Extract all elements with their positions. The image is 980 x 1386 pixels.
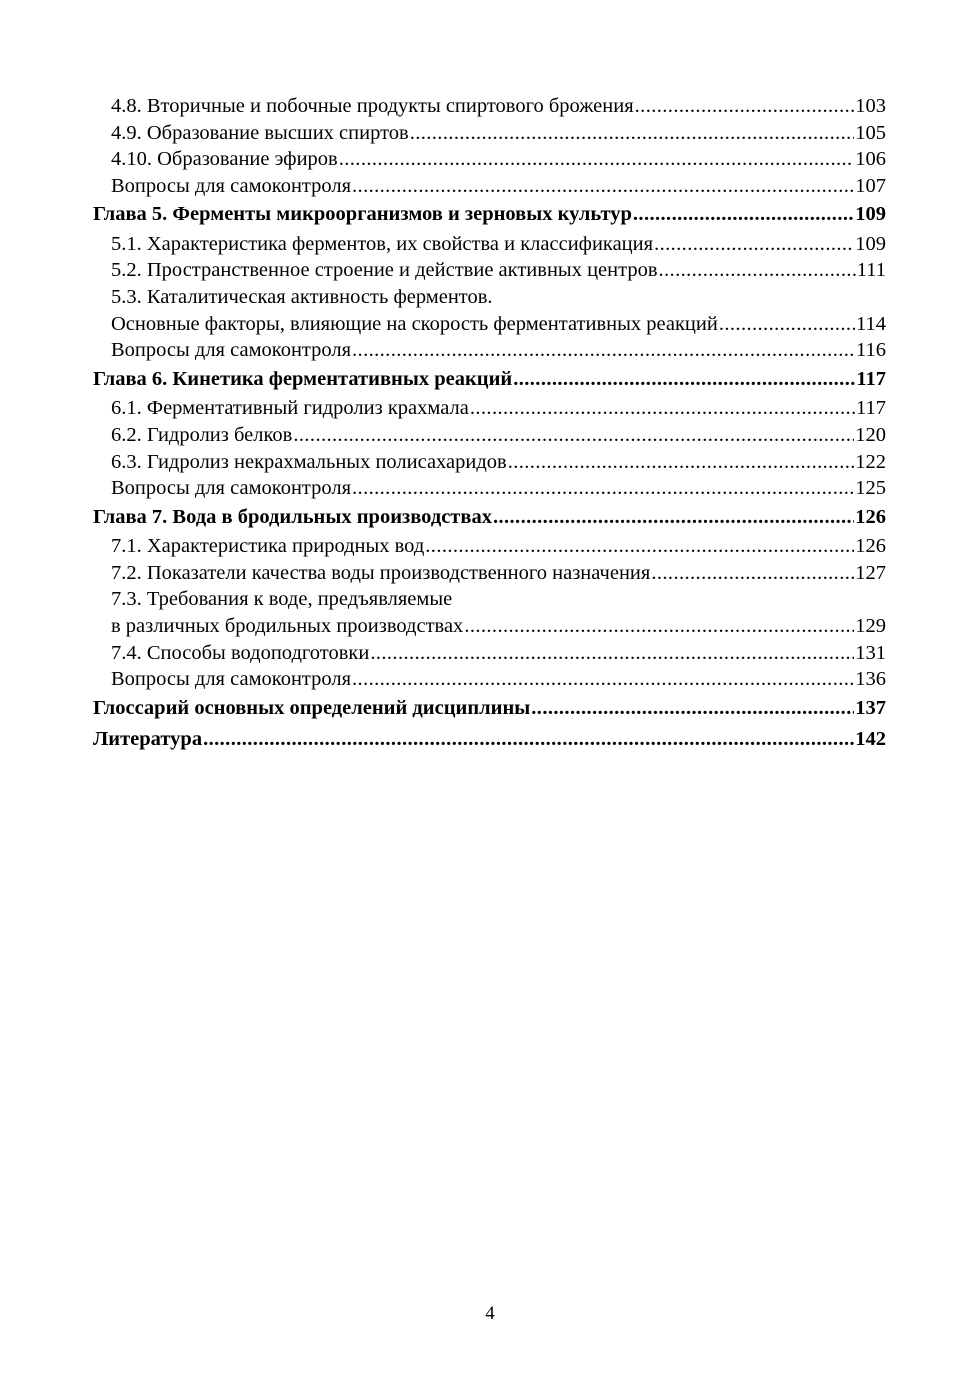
toc-entry-page: 127 [855, 561, 886, 584]
toc-dot-leader [635, 93, 855, 120]
toc-dot-leader [633, 199, 854, 231]
toc-entry[interactable] [93, 257, 886, 284]
toc-entry[interactable] [93, 422, 886, 449]
toc-entry-title: Вопросы для самоконтроля [111, 668, 352, 691]
toc-entry[interactable] [93, 560, 886, 587]
toc-entry-page: 126 [855, 505, 886, 528]
toc-entry-title: 7.4. Способы водоподготовки [111, 641, 370, 664]
toc-entry-page: 105 [855, 121, 886, 144]
toc-entry-page: 103 [855, 95, 886, 117]
toc-entry-title: Вопросы для самоконтроля [111, 339, 352, 362]
toc-dot-leader [339, 146, 855, 173]
toc-dot-leader [654, 231, 854, 258]
toc-entry[interactable] [93, 120, 886, 147]
toc-entry-title: 6.2. Гидролиз белков [111, 423, 293, 446]
toc-entry-title: 6.1. Ферментативный гидролиз крахмала [111, 397, 469, 420]
toc-entry[interactable] [93, 666, 886, 693]
toc-entry-title: в различных бродильных производствах [111, 615, 464, 637]
toc-dot-leader [659, 257, 856, 284]
toc-entry-title: Вопросы для самоконтроля [111, 174, 352, 197]
toc-chapter-entry[interactable] [93, 364, 886, 396]
toc-entry[interactable] [93, 475, 886, 502]
toc-entry-title: 6.3. Гидролиз некрахмальных полисахаридов [111, 450, 507, 473]
toc-dot-leader [508, 449, 855, 476]
toc-dot-leader [470, 395, 855, 422]
toc-entry[interactable] [93, 533, 886, 560]
toc-dot-leader [293, 422, 854, 449]
toc-dot-leader [719, 311, 855, 338]
toc-entry-page: 129 [855, 615, 886, 637]
toc-entry[interactable] [93, 146, 886, 173]
toc-entry[interactable] [93, 231, 886, 258]
toc-entry-page: 137 [855, 696, 886, 719]
toc-entry-page: 136 [855, 668, 886, 691]
toc-entry-page: 131 [855, 641, 886, 664]
toc-entry-page: 114 [856, 312, 886, 335]
toc-entry-page: 117 [856, 367, 886, 390]
toc-dot-leader [410, 120, 855, 147]
toc-entry[interactable] [93, 586, 886, 613]
toc-dot-leader [352, 337, 855, 364]
toc-chapter-entry[interactable] [93, 724, 886, 756]
toc-entry[interactable] [93, 613, 886, 640]
toc-entry-page: 107 [855, 174, 886, 197]
toc-entry[interactable] [93, 93, 886, 120]
toc-entry-page: 109 [855, 232, 886, 255]
toc-dot-leader [203, 724, 854, 756]
toc-entry[interactable] [93, 311, 886, 338]
toc-entry-title: Глава 6. Кинетика ферментативных реакций [93, 367, 513, 390]
toc-entry-page: 120 [855, 423, 886, 446]
toc-entry[interactable] [93, 284, 886, 311]
toc-entry[interactable] [93, 449, 886, 476]
toc-entry-title: Глава 5. Ферменты микроорганизмов и зерновых культур [93, 203, 632, 226]
toc-entry-page: 111 [856, 259, 886, 282]
toc-entry-page: 109 [855, 203, 886, 226]
toc-entry[interactable] [93, 337, 886, 364]
toc-entry[interactable] [93, 173, 886, 200]
toc-dot-leader [464, 613, 854, 640]
toc-entry-page: 116 [856, 339, 886, 362]
toc-entry-title: 7.3. Требования к воде, предъявляемые [111, 588, 453, 611]
table-of-contents [93, 93, 886, 756]
toc-entry-title: 4.8. Вторичные и побочные продукты спиртового брожения [111, 95, 634, 117]
toc-entry-title: Глоссарий основных определений дисциплины [93, 696, 531, 719]
toc-entry-title: Основные факторы, влияющие на скорость ферментативных реакций [111, 312, 718, 335]
toc-chapter-entry[interactable] [93, 502, 886, 534]
toc-entry-page: 122 [855, 450, 886, 473]
toc-entry-title: 5.3. Каталитическая активность ферментов. [111, 286, 493, 309]
toc-entry-title: Вопросы для самоконтроля [111, 477, 352, 500]
toc-dot-leader [531, 693, 854, 725]
toc-entry[interactable] [93, 640, 886, 667]
toc-entry-page: 126 [855, 535, 886, 558]
toc-dot-leader [352, 666, 854, 693]
toc-chapter-entry[interactable] [93, 693, 886, 725]
toc-entry-title: 5.1. Характеристика ферментов, их свойства и классификация [111, 232, 654, 255]
toc-entry-page: 125 [855, 477, 886, 500]
toc-entry-page: 106 [855, 148, 886, 171]
toc-entry-title: Глава 7. Вода в бродильных производствах [93, 505, 492, 528]
toc-dot-leader [370, 640, 854, 667]
page-number: 4 [485, 1303, 495, 1324]
toc-entry-title: 4.10. Образование эфиров [111, 148, 338, 171]
toc-entry-title: 7.2. Показатели качества воды производственного назначения [111, 561, 651, 584]
toc-dot-leader [493, 502, 854, 534]
toc-dot-leader [352, 173, 854, 200]
toc-dot-leader [513, 364, 855, 396]
toc-entry-page: 142 [855, 728, 886, 751]
toc-dot-leader [352, 475, 854, 502]
toc-entry[interactable] [93, 395, 886, 422]
toc-dot-leader [425, 533, 854, 560]
toc-entry-page: 117 [856, 397, 886, 420]
toc-entry-title: 7.1. Характеристика природных вод [111, 535, 425, 558]
toc-entry-title: Литература [93, 728, 203, 751]
toc-entry-title: 5.2. Пространственное строение и действие активных центров [111, 259, 658, 282]
toc-entry-title: 4.9. Образование высших спиртов [111, 121, 409, 144]
toc-dot-leader [651, 560, 854, 587]
toc-chapter-entry[interactable] [93, 199, 886, 231]
